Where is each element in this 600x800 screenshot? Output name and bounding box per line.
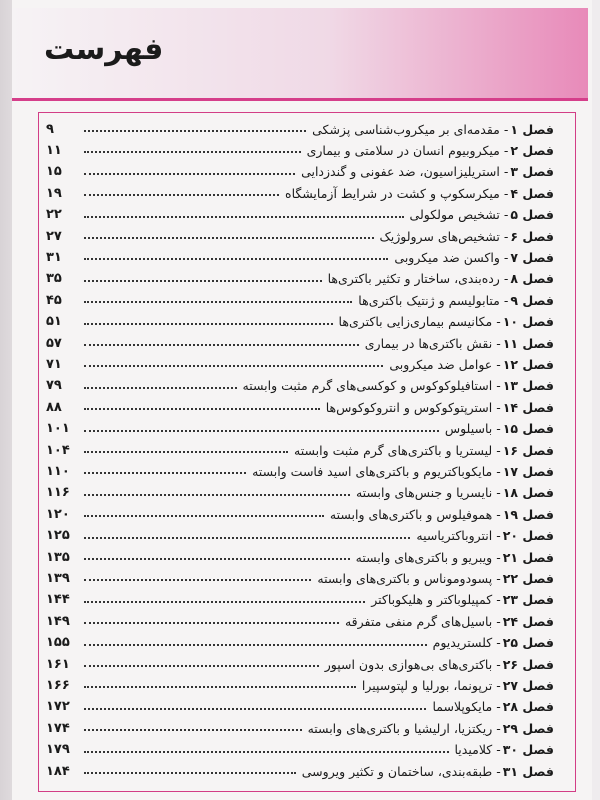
toc-chapter: فصل ۳۰: [502, 742, 554, 758]
toc-chapter: فصل ۲۳: [502, 592, 554, 608]
toc-row: [46, 610, 554, 632]
toc-page-number: ۱۲۰: [46, 506, 70, 522]
toc-leader-dots: [84, 334, 359, 346]
toc-title: - مقدمه‌ای بر میکروب‌شناسی پزشکی: [312, 121, 509, 137]
toc-page-number: ۵۱: [46, 314, 62, 330]
toc-title: - ترپونما، بورلیا و لپتوسپیرا: [361, 677, 501, 693]
toc-page-number: ۱۳۹: [46, 570, 70, 586]
toc-row: [46, 739, 554, 761]
toc-leader-dots: [84, 248, 388, 260]
toc-row: [46, 717, 554, 739]
toc-row: [46, 268, 554, 290]
toc-page-number: ۹: [46, 121, 54, 137]
toc-chapter: فصل ۲۲: [502, 570, 554, 586]
toc-chapter: فصل ۴: [510, 185, 554, 201]
toc-chapter: فصل ۱۵: [502, 421, 554, 437]
toc-title: - کمپیلوباکتر و هلیکوباکتر: [371, 592, 501, 608]
toc-chapter: فصل ۱: [510, 121, 554, 137]
toc-leader-dots: [84, 270, 322, 282]
toc-leader-dots: [84, 163, 295, 175]
toc-leader-dots: [84, 291, 352, 303]
toc-page-number: ۱۱۰: [46, 463, 70, 479]
toc-leader-dots: [84, 762, 296, 774]
toc-row: [46, 482, 554, 504]
toc-title: - کلستریدیوم: [432, 635, 501, 651]
toc-title: - باسیلوس: [444, 421, 501, 437]
toc-leader-dots: [84, 441, 288, 453]
toc-title: - طبقه‌بندی، ساختمان و تکثیر ویروسی: [301, 763, 501, 779]
toc-title: - هموفیلوس و باکتری‌های وابسته: [329, 506, 501, 522]
book-page: [12, 0, 592, 800]
toc-page-number: ۷۹: [46, 378, 62, 394]
toc-leader-dots: [84, 120, 306, 132]
toc-row: [46, 182, 554, 204]
toc-chapter: فصل ۶: [510, 228, 554, 244]
toc-page-number: ۱۹: [46, 185, 62, 201]
toc-chapter: فصل ۲۷: [502, 677, 554, 693]
toc-chapter: فصل ۳۱: [502, 763, 554, 779]
toc-leader-dots: [84, 634, 427, 646]
toc-chapter: فصل ۱۷: [502, 463, 554, 479]
toc-title: - واکسن ضد میکروبی: [394, 249, 509, 265]
toc-leader-dots: [84, 141, 301, 153]
toc-page-number: ۱۸۴: [46, 763, 70, 779]
toc-leader-dots: [84, 184, 279, 196]
toc-leader-dots: [84, 612, 339, 624]
toc-title: - مایکوپلاسما: [432, 699, 501, 715]
toc-page-number: ۱۵: [46, 164, 62, 180]
toc-title: - نقش باکتری‌ها در بیماری: [364, 335, 501, 351]
toc-page-number: ۱۰۱: [46, 421, 70, 437]
toc-chapter: فصل ۱۰: [502, 314, 554, 330]
toc-page-number: ۱۱: [46, 142, 62, 158]
toc-chapter: فصل ۵: [510, 207, 554, 223]
toc-title: - متابولیسم و ژنتیک باکتری‌ها: [358, 292, 509, 308]
toc-leader-dots: [84, 313, 333, 325]
toc-title: - تشخیص مولکولی: [409, 207, 509, 223]
toc-title: - استریلیزاسیون، ضد عفونی و گندزدایی: [301, 164, 509, 180]
toc-title: - نایسریا و جنس‌های وابسته: [355, 485, 501, 501]
toc-page-number: ۸۸: [46, 399, 62, 415]
toc-row: [46, 289, 554, 311]
toc-chapter: فصل ۲۱: [502, 549, 554, 565]
toc-row: [46, 439, 554, 461]
page-header: [12, 8, 588, 101]
toc-row: [46, 396, 554, 418]
toc-leader-dots: [84, 505, 324, 517]
toc-page-number: ۴۵: [46, 292, 62, 308]
toc-page-number: ۵۷: [46, 335, 62, 351]
toc-leader-dots: [84, 676, 356, 688]
toc-page-number: ۱۴۹: [46, 613, 70, 629]
toc-row: [46, 696, 554, 718]
toc-row: [46, 139, 554, 161]
toc-leader-dots: [84, 420, 439, 432]
toc-row: [46, 418, 554, 440]
toc-chapter: فصل ۲۶: [502, 656, 554, 672]
toc-leader-dots: [84, 377, 237, 389]
toc-title: - تشخیص‌های سرولوژیک: [379, 228, 509, 244]
toc-chapter: فصل ۱۴: [502, 399, 554, 415]
toc-row: [46, 674, 554, 696]
toc-title: - باکتری‌های بی‌هوازی بدون اسپور: [324, 656, 501, 672]
toc-page-number: ۱۶۱: [46, 656, 70, 672]
toc-row: [46, 760, 554, 782]
toc-title: - مایکوباکتریوم و باکتری‌های اسید فاست وابسته: [252, 463, 501, 479]
toc-row: [46, 311, 554, 333]
toc-chapter: فصل ۱۹: [502, 506, 554, 522]
toc-page-number: ۳۱: [46, 249, 62, 265]
toc-title: - انتروباکتریاسیه: [416, 528, 501, 544]
toc-row: [46, 525, 554, 547]
toc-row: [46, 546, 554, 568]
toc-row: [46, 589, 554, 611]
toc-leader-dots: [84, 655, 319, 667]
toc-chapter: فصل ۷: [510, 249, 554, 265]
toc-page-number: ۱۷۹: [46, 742, 70, 758]
toc-chapter: فصل ۱۸: [502, 485, 554, 501]
toc-leader-dots: [84, 227, 374, 239]
toc-leader-dots: [84, 698, 426, 710]
toc-title: - لیستریا و باکتری‌های گرم مثبت وابسته: [294, 442, 501, 458]
toc-chapter: فصل ۲۴: [502, 613, 554, 629]
page-title: فهرست: [44, 32, 164, 67]
toc-title: - مکانیسم بیماری‌زایی باکتری‌ها: [338, 314, 501, 330]
toc-title: - رده‌بندی، ساختار و تکثیر باکتری‌ها: [327, 271, 509, 287]
toc-chapter: فصل ۱۱: [502, 335, 554, 351]
toc-page-number: ۳۵: [46, 271, 62, 287]
toc-page-number: ۱۵۵: [46, 635, 70, 651]
toc-row: [46, 204, 554, 226]
toc-leader-dots: [84, 569, 311, 581]
toc-row: [46, 246, 554, 268]
toc-row: [46, 161, 554, 183]
toc-row: [46, 460, 554, 482]
toc-leader-dots: [84, 206, 404, 218]
toc-chapter: فصل ۱۶: [502, 442, 554, 458]
toc-row: [46, 332, 554, 354]
toc-page-number: ۱۷۲: [46, 699, 70, 715]
toc-chapter: فصل ۲۹: [502, 720, 554, 736]
toc-chapter: فصل ۲۸: [502, 699, 554, 715]
toc-leader-dots: [84, 527, 410, 539]
toc-chapter: فصل ۹: [510, 292, 554, 308]
toc-row: [46, 353, 554, 375]
toc-chapter: فصل ۸: [510, 271, 554, 287]
toc-page-number: ۱۷۴: [46, 720, 70, 736]
toc-title: - باسیل‌های گرم منفی متفرقه: [344, 613, 501, 629]
toc-row: [46, 118, 554, 140]
toc-title: - استرپتوکوکوس و انتروکوکوس‌ها: [325, 399, 501, 415]
toc-row: [46, 653, 554, 675]
toc-chapter: فصل ۱۲: [502, 356, 554, 372]
toc-chapter: فصل ۲۵: [502, 635, 554, 651]
toc-row: [46, 503, 554, 525]
toc-title: - ریکتزیا، ارلیشیا و باکتری‌های وابسته: [307, 720, 501, 736]
toc-leader-dots: [84, 484, 350, 496]
toc-title: - عوامل ضد میکروبی: [389, 356, 501, 372]
toc-leader-dots: [84, 591, 365, 603]
toc-title: - استافیلوکوکوس و کوکسی‌های گرم مثبت وابسته: [242, 378, 501, 394]
toc-leader-dots: [84, 719, 302, 731]
toc-title: - ویبریو و باکتری‌های وابسته: [355, 549, 501, 565]
toc-row: [46, 375, 554, 397]
toc-title: - پسودوموناس و باکتری‌های وابسته: [317, 570, 501, 586]
toc-leader-dots: [84, 741, 449, 753]
toc-row: [46, 225, 554, 247]
toc-leader-dots: [84, 398, 320, 410]
toc-page-number: ۱۱۶: [46, 485, 70, 501]
toc-title: - میکروبیوم انسان در سلامتی و بیماری: [306, 142, 509, 158]
toc-page-number: ۷۱: [46, 356, 62, 372]
toc-page-number: ۱۶۶: [46, 677, 70, 693]
toc-leader-dots: [84, 462, 246, 474]
toc-leader-dots: [84, 548, 350, 560]
toc-chapter: فصل ۲۰: [502, 528, 554, 544]
toc-chapter: فصل ۲: [510, 142, 554, 158]
toc-title: - کلامیدیا: [454, 742, 501, 758]
toc-page-number: ۱۳۵: [46, 549, 70, 565]
toc-chapter: فصل ۳: [510, 164, 554, 180]
toc-row: [46, 567, 554, 589]
toc-page-number: ۱۲۵: [46, 528, 70, 544]
toc-chapter: فصل ۱۳: [502, 378, 554, 394]
toc-page-number: ۱۰۴: [46, 442, 70, 458]
toc-title: - میکرسکوپ و کشت در شرایط آزمایشگاه: [285, 185, 509, 201]
toc-page-number: ۲۷: [46, 228, 62, 244]
toc-row: [46, 632, 554, 654]
toc-page-number: ۱۴۴: [46, 592, 70, 608]
toc-page-number: ۲۲: [46, 207, 62, 223]
toc-leader-dots: [84, 355, 383, 367]
